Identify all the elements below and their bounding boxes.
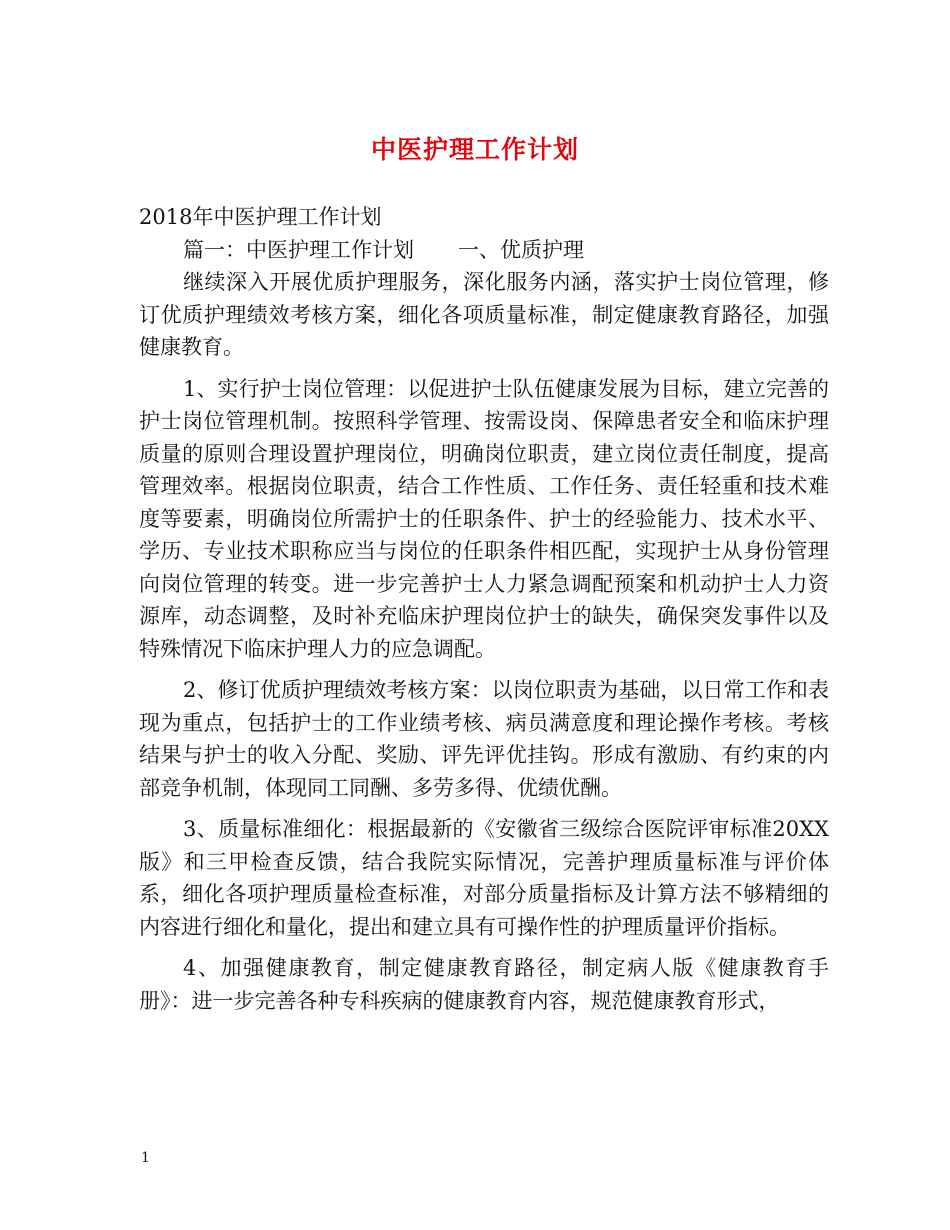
paragraph-item-1: 1、实行护士岗位管理：以促进护士队伍健康发展为目标，建立完善的护士岗位管理机制。按照科学管理、按需设岗、保障患者安全和临床护理质量的原则合理设置护理岗位，明确岗位职责，建立岗位责任制度，提高管理效率。根据岗位职责，结合工作性质、工作任务、责任轻重和技术难度等要素，明确岗位所需护士的任职条件、护士的经验能力、技术水平、学历、专业技术职称应当与岗位的任职条件相匹配，实现护士从身份管理向岗位管理的转变。进一步完善护士人力紧急调配预案和机动护士人力资源库，动态调整，及时补充临床护理岗位护士的缺失，确保突发事件以及特殊情况下临床护理人力的应急调配。: [139, 376, 829, 661]
section-item-label: 一、优质护理: [458, 237, 584, 262]
document-body: [139, 201, 829, 1017]
subtitle-line: 2018年中医护理工作计划: [139, 205, 382, 229]
section-heading: [139, 234, 829, 267]
paragraph-item-4: 4、加强健康教育，制定健康教育路径，制定病人版《健康教育手册》：进一步完善各种专科疾病的健康教育内容，规范健康教育形式，: [139, 956, 829, 1013]
page-number: 1: [141, 1150, 150, 1166]
paragraph-intro: 继续深入开展优质护理服务，深化服务内涵，落实护士岗位管理，修订优质护理绩效考核方案，细化各项质量标准，制定健康教育路径，加强健康教育。: [139, 270, 829, 359]
section-part-label: 篇一：中医护理工作计划: [183, 237, 414, 262]
document-title: 中医护理工作计划: [370, 135, 579, 164]
paragraph-item-2: 2、修订优质护理绩效考核方案：以岗位职责为基础，以日常工作和表现为重点，包括护士的工作业绩考核、病员满意度和理论操作考核。考核结果与护士的收入分配、奖励、评先评优挂钩。形成有激励、有约束的内部竞争机制，体现同工同酬、多劳多得、优绩优酬。: [139, 678, 829, 800]
paragraph-item-3: 3、质量标准细化：根据最新的《安徽省三级综合医院评审标准20XX版》和三甲检查反馈，结合我院实际情况，完善护理质量标准与评价体系，细化各项护理质量检查标准，对部分质量指标及计算方法不够精细的内容进行细化和量化，提出和建立具有可操作性的护理质量评价指标。: [139, 817, 829, 939]
